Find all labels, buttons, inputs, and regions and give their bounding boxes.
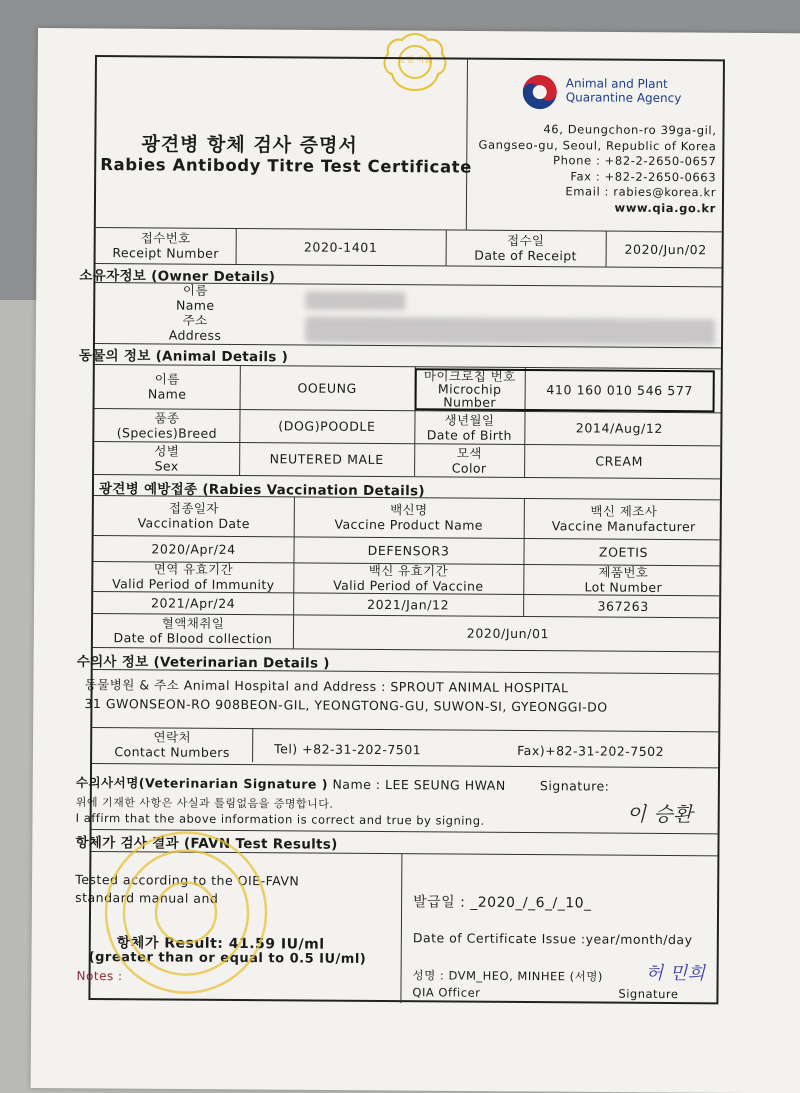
vaccine-validity-label-en: Valid Period of Vaccine bbox=[333, 577, 484, 594]
address-line2: Gangseo-gu, Seoul, Republic of Korea bbox=[478, 137, 717, 153]
breed-label-en: (Species)Breed bbox=[116, 424, 218, 441]
tested-line2: standard manual and bbox=[75, 889, 219, 906]
blood-collection-value: 2020/Jun/01 bbox=[466, 625, 550, 641]
vet-signature-title: 수의사서명(Veterinarian Signature ) bbox=[75, 774, 329, 792]
vaccine-maker-label-ko: 백신 제조사 bbox=[590, 503, 658, 519]
issue-date-label-ko: 발급일 : bbox=[413, 894, 466, 911]
results-section-title: 항체가 검사 결과 (FAVN Test Results) bbox=[75, 834, 338, 853]
sex-label-ko: 성별 bbox=[154, 442, 180, 459]
lot-number-label-en: Lot Number bbox=[584, 579, 663, 595]
officer-signature-label: Signature bbox=[618, 986, 679, 1002]
agency-name-line2: Quarantine Agency bbox=[565, 90, 682, 106]
tested-line1: Tested according to the OIE-FAVN bbox=[75, 871, 300, 889]
fax-line: Fax : +82-2-2650-0663 bbox=[570, 168, 717, 184]
contact-label-ko: 연락처 bbox=[153, 729, 192, 745]
owner-name-label bbox=[95, 282, 295, 313]
result-value: 항체가 Result: 41.59 IU/ml bbox=[116, 935, 325, 953]
lot-number-label bbox=[523, 564, 723, 595]
vet-signature-label: Signature: bbox=[539, 778, 610, 794]
microchip-label-ko: 마이크로칩 번호 bbox=[423, 367, 516, 384]
vet-address-line: 31 GWONSEON-RO 908BEON-GIL, YEONGTONG-GU, SUWON-SI, GYEONGGI-DO bbox=[84, 695, 608, 715]
owner-name-label-ko: 이름 bbox=[182, 282, 208, 298]
breed-label-ko: 품종 bbox=[154, 409, 180, 426]
vaccine-validity-value: 2021/Jan/12 bbox=[367, 596, 450, 612]
agency-address bbox=[478, 122, 717, 217]
certificate-frame bbox=[75, 55, 725, 1004]
owner-name-redacted bbox=[305, 291, 405, 310]
receipt-date-label-en: Date of Receipt bbox=[474, 247, 577, 264]
issue-date-en: Date of Certificate Issue :year/month/day bbox=[412, 930, 693, 948]
animal-name-label bbox=[95, 364, 240, 409]
microchip-label bbox=[415, 366, 525, 411]
vaccine-maker-label bbox=[524, 498, 724, 539]
owner-address-label-en: Address bbox=[168, 327, 222, 343]
animal-name-label-ko: 이름 bbox=[154, 371, 180, 387]
vet-signature: 이 승환 bbox=[626, 801, 694, 827]
animal-name-label-en: Name bbox=[147, 386, 187, 402]
vet-section-title: 수의사 정보 (Veterinarian Details ) bbox=[76, 653, 330, 672]
animal-section-title: 동물의 정보 (Animal Details ) bbox=[78, 347, 289, 366]
animal-name-value: OOEUNG bbox=[297, 379, 357, 396]
email-line: Email : rabies@korea.kr bbox=[565, 184, 717, 200]
immunity-period-label-ko: 면역 유효기간 bbox=[153, 561, 234, 577]
vaccine-product-label bbox=[294, 496, 524, 538]
breed-label bbox=[94, 408, 239, 442]
contact-label bbox=[92, 727, 252, 762]
sex-label-en: Sex bbox=[154, 457, 179, 474]
vet-hospital-line: 동물병원 & 주소 Animal Hospital and Address : SPROUT ANIMAL HOSPITAL bbox=[84, 676, 569, 696]
vaccination-date-label-ko: 접종일자 bbox=[168, 500, 219, 516]
color-label-ko: 모색 bbox=[456, 445, 482, 461]
seal-text: 농림 식품 bbox=[398, 55, 432, 64]
issue-date-value: _2020_/_6_/_10_ bbox=[470, 894, 592, 912]
gold-seal-stamp-icon bbox=[100, 827, 271, 998]
breed-value: (DOG)POODLE bbox=[278, 418, 376, 434]
immunity-period-value: 2021/Apr/24 bbox=[150, 594, 236, 611]
color-label bbox=[414, 443, 524, 477]
website-line: www.qia.go.kr bbox=[614, 200, 716, 215]
blood-collection-label-en: Date of Blood collection bbox=[113, 630, 273, 647]
officer-signature: 허 민희 bbox=[645, 962, 706, 985]
vaccination-date-label-en: Vaccination Date bbox=[137, 515, 250, 532]
owner-name-label-en: Name bbox=[175, 297, 215, 313]
lot-number-value: 367263 bbox=[597, 598, 649, 614]
vaccination-date-label bbox=[94, 495, 294, 536]
receipt-number-value: 2020-1401 bbox=[303, 238, 378, 255]
vaccine-product-label-en: Vaccine Product Name bbox=[334, 516, 483, 533]
receipt-number-label bbox=[96, 227, 236, 264]
notes-label: Notes : bbox=[76, 968, 123, 984]
sex-label bbox=[94, 441, 239, 475]
receipt-date-label bbox=[446, 229, 606, 266]
vaccine-product-value: DEFENSOR3 bbox=[367, 542, 450, 558]
dob-label-en: Date of Birth bbox=[426, 426, 512, 443]
title-english: Rabies Antibody Titre Test Certificate bbox=[100, 155, 473, 177]
receipt-number-label-ko: 접수번호 bbox=[140, 230, 191, 246]
owner-section-title: 소유자정보 (Owner Details) bbox=[79, 267, 276, 286]
vaccine-validity-label bbox=[293, 562, 523, 594]
vaccine-validity-label-ko: 백신 유효기간 bbox=[368, 562, 449, 579]
color-label-en: Color bbox=[451, 460, 487, 476]
microchip-value: 410 160 010 546 577 bbox=[546, 381, 694, 398]
officer-label: QIA Officer bbox=[412, 985, 481, 1000]
sex-value: NEUTERED MALE bbox=[269, 451, 384, 468]
vet-tel: Tel) +82-31-202-7501 bbox=[274, 741, 422, 758]
vaccine-product-label-ko: 백신명 bbox=[390, 502, 428, 518]
issue-date-label bbox=[413, 891, 592, 912]
vet-name-line: Name : LEE SEUNG HWAN bbox=[332, 776, 506, 793]
immunity-period-label-en: Valid Period of Immunity bbox=[112, 576, 275, 593]
agency-name-line1: Animal and Plant bbox=[565, 76, 668, 91]
receipt-number-label-en: Receipt Number bbox=[112, 245, 219, 261]
title-korean: 광견병 항체 검사 증명서 bbox=[141, 133, 358, 157]
blood-collection-label-ko: 혈액채취일 bbox=[161, 615, 225, 631]
taegeuk-logo-icon bbox=[522, 74, 558, 110]
result-criteria: (greater than or equal to 0.5 IU/ml) bbox=[88, 949, 367, 967]
microchip-label-en1: Microchip bbox=[437, 380, 502, 397]
blood-collection-label bbox=[93, 613, 293, 648]
vaccine-maker-label-en: Vaccine Manufacturer bbox=[551, 518, 696, 535]
vet-signature-section bbox=[76, 773, 506, 794]
affirm-korean: 위에 기재한 사항은 사실과 틀림없음을 증명합니다. bbox=[75, 795, 334, 811]
agency-logo bbox=[522, 74, 722, 115]
receipt-date-value: 2020/Jun/02 bbox=[624, 241, 707, 257]
dob-label-ko: 생년월일 bbox=[444, 411, 495, 428]
vet-fax: Fax)+82-31-202-7502 bbox=[517, 742, 665, 759]
receipt-date-label-ko: 접수일 bbox=[506, 232, 545, 249]
contact-label-en: Contact Numbers bbox=[114, 744, 230, 760]
owner-address-label-ko: 주소 bbox=[182, 312, 208, 328]
microchip-label-en2: Number bbox=[443, 393, 496, 410]
vaccination-date-value: 2020/Apr/24 bbox=[151, 540, 236, 557]
immunity-period-label bbox=[93, 561, 293, 592]
vaccination-section-title: 광견병 예방접종 (Rabies Vaccination Details) bbox=[98, 481, 425, 500]
lot-number-label-ko: 제품번호 bbox=[598, 564, 649, 580]
phone-line: Phone : +82-2-2650-0657 bbox=[553, 153, 717, 169]
address-line1: 46, Deungchon-ro 39ga-gil, bbox=[543, 122, 717, 138]
officer-line: 성명 : DVM_HEO, MINHEE (서명) bbox=[412, 968, 603, 984]
owner-address-redacted bbox=[305, 316, 715, 345]
dob-label bbox=[414, 410, 524, 444]
color-value: CREAM bbox=[595, 453, 644, 469]
affirm-english: I affirm that the above information is correct and true by signing. bbox=[75, 810, 485, 828]
dob-value: 2014/Aug/12 bbox=[575, 420, 664, 436]
owner-address-label bbox=[95, 312, 295, 343]
vaccine-maker-value: ZOETIS bbox=[598, 544, 649, 560]
